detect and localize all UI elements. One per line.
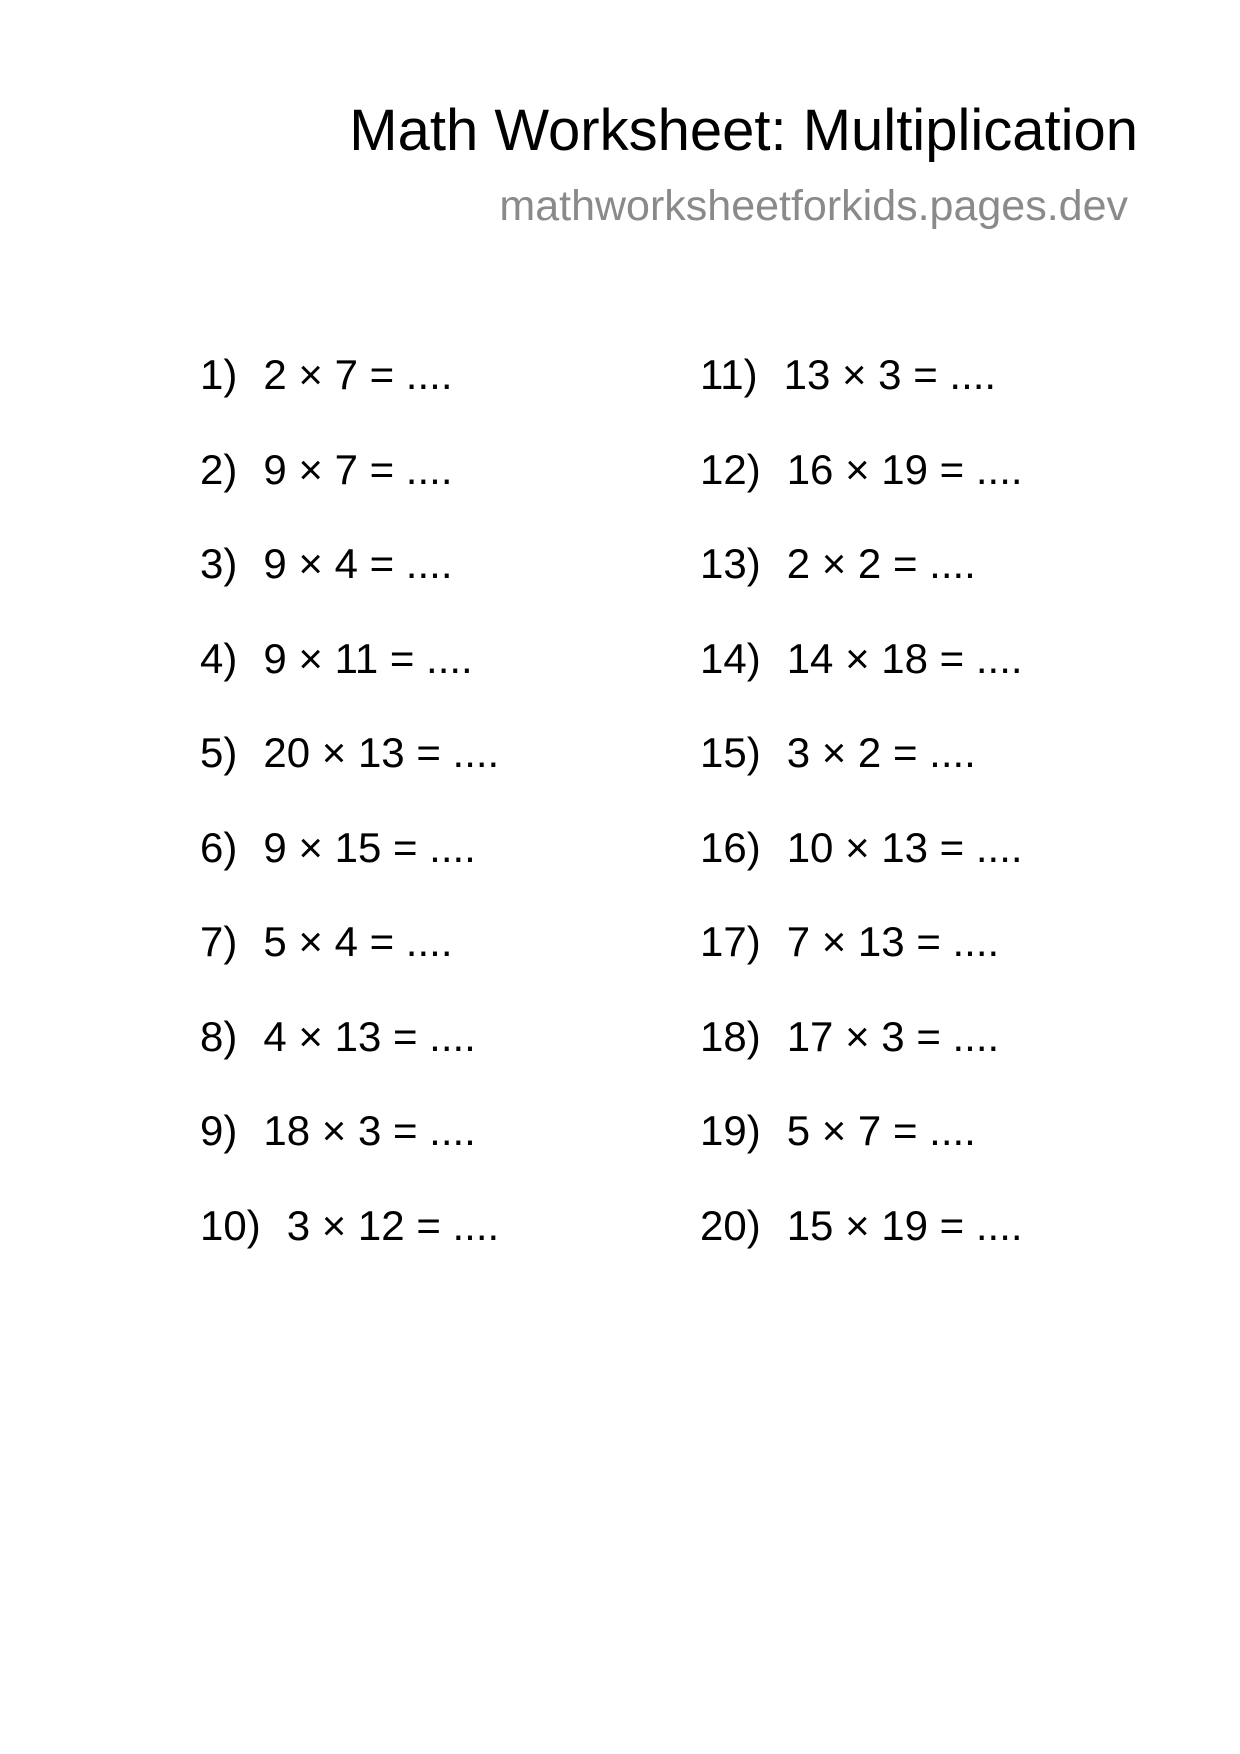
problem-item (700, 823, 1150, 918)
problem-expression: 13 × 3 = .... (783, 351, 997, 398)
problem-column-left (200, 350, 650, 1295)
problem-expression: 16 × 19 = .... (786, 445, 1023, 493)
problem-expression: 2 × 2 = .... (786, 540, 976, 587)
problem-expression: 9 × 7 = .... (263, 445, 453, 493)
problem-item (200, 539, 650, 634)
problem-number: 20) (700, 1201, 761, 1249)
problem-item (200, 1201, 650, 1296)
problem-expression: 5 × 4 = .... (263, 918, 453, 965)
problem-item (200, 1106, 650, 1201)
problem-expression: 18 × 3 = .... (263, 1107, 476, 1154)
problem-item (200, 445, 650, 540)
problem-number: 14) (700, 634, 761, 682)
problem-expression: 14 × 18 = .... (786, 634, 1023, 682)
problem-number: 18) (700, 1012, 761, 1060)
page-subtitle: mathworksheetforkids.pages.dev (499, 182, 1128, 230)
problem-number: 4) (200, 634, 238, 682)
problem-number: 16) (700, 823, 761, 871)
problem-item (200, 1012, 650, 1107)
problem-item (700, 1012, 1150, 1107)
problem-item (700, 634, 1150, 729)
page-title: Math Worksheet: Multiplication (349, 98, 1138, 163)
problem-number: 6) (200, 823, 238, 871)
problem-number: 17) (700, 918, 761, 965)
problem-number: 2) (200, 445, 238, 493)
problem-expression: 3 × 12 = .... (286, 1201, 500, 1249)
problem-number: 10) (200, 1201, 261, 1249)
problem-item (200, 350, 650, 445)
problem-number: 8) (200, 1012, 238, 1060)
problem-number: 3) (200, 540, 238, 587)
problem-item (200, 917, 650, 1012)
problem-expression: 3 × 2 = .... (786, 729, 976, 776)
problem-item (700, 1201, 1150, 1296)
problem-expression: 17 × 3 = .... (786, 1012, 1000, 1060)
problem-number: 19) (700, 1107, 761, 1154)
problem-expression: 9 × 4 = .... (263, 540, 453, 587)
problem-number: 12) (700, 445, 761, 493)
problem-expression: 9 × 15 = .... (263, 823, 476, 871)
problem-number: 9) (200, 1107, 238, 1154)
problem-grid (200, 350, 1100, 1300)
problem-item (700, 917, 1150, 1012)
problem-expression: 7 × 13 = .... (786, 918, 1000, 965)
problem-number: 1) (200, 351, 238, 398)
problem-expression: 2 × 7 = .... (263, 351, 453, 398)
problem-item (200, 634, 650, 729)
problem-column-right (700, 350, 1150, 1295)
problem-item (700, 539, 1150, 634)
problem-expression: 9 × 11 = .... (263, 634, 473, 682)
problem-expression: 5 × 7 = .... (786, 1107, 976, 1154)
problem-item (700, 1106, 1150, 1201)
problem-item (200, 823, 650, 918)
problem-expression: 20 × 13 = .... (263, 729, 500, 776)
problem-number: 13) (700, 540, 761, 587)
problem-expression: 15 × 19 = .... (786, 1201, 1023, 1249)
problem-number: 11) (700, 351, 758, 398)
problem-item (200, 728, 650, 823)
problem-expression: 4 × 13 = .... (263, 1012, 476, 1060)
problem-expression: 10 × 13 = .... (786, 823, 1023, 871)
problem-number: 5) (200, 729, 238, 776)
problem-number: 15) (700, 729, 761, 776)
problem-item (700, 350, 1150, 445)
problem-number: 7) (200, 918, 238, 965)
problem-item (700, 728, 1150, 823)
problem-item (700, 445, 1150, 540)
